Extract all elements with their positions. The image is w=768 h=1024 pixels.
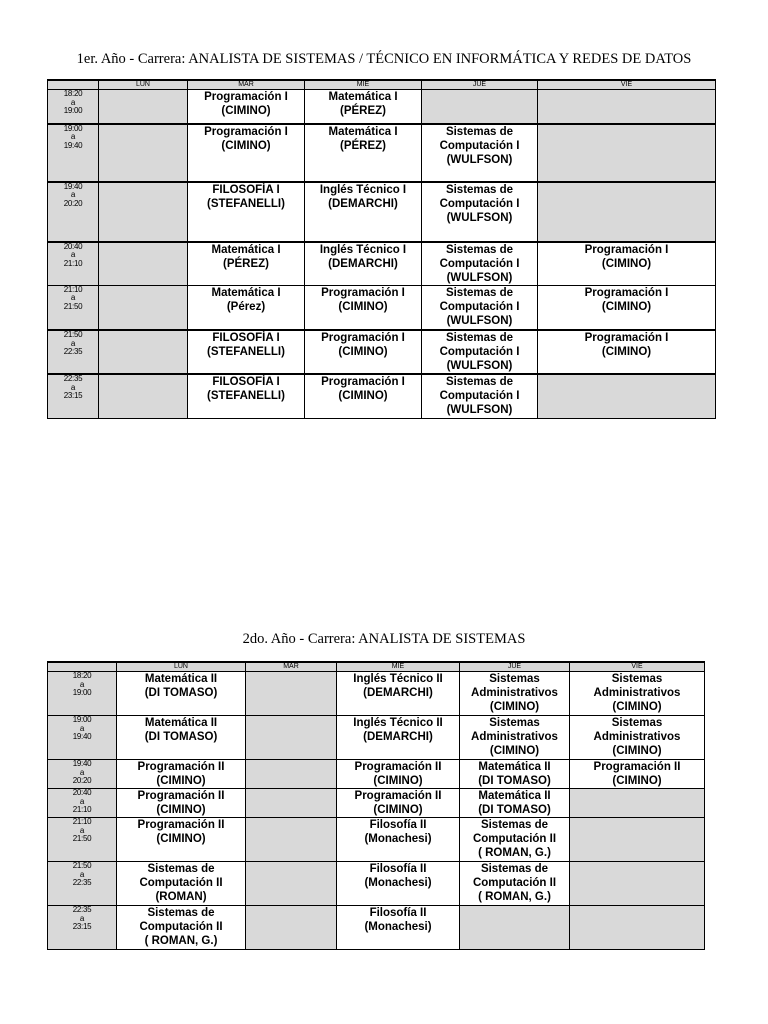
class-text-line: Inglés Técnico II bbox=[353, 717, 443, 729]
class-text-line: (CIMINO) bbox=[489, 745, 540, 757]
empty-slot-cell bbox=[246, 789, 337, 818]
empty-slot-cell bbox=[570, 906, 705, 950]
time-slot-line: 20:40 bbox=[72, 788, 92, 797]
second-year-title: 2do. Año - Carrera: ANALISTA DE SISTEMAS bbox=[242, 631, 526, 647]
time-slot-line: 19:40 bbox=[63, 140, 83, 150]
class-text-line: (CIMINO) bbox=[612, 701, 662, 713]
time-slot-line: 19:00 bbox=[72, 688, 92, 697]
time-slot-line: a bbox=[70, 250, 76, 259]
time-slot-line: 21:50 bbox=[72, 834, 92, 843]
second-year-schedule-table bbox=[47, 661, 705, 950]
class-text-line: Programación I bbox=[204, 91, 288, 103]
class-text-line: (WULFSON) bbox=[446, 360, 513, 372]
class-text-line: (CIMINO) bbox=[221, 105, 271, 117]
time-slot-line: 23:15 bbox=[63, 391, 83, 400]
class-text-line: Programación I bbox=[584, 332, 669, 344]
class-text-line: Matemática I bbox=[328, 125, 398, 138]
time-slot-line: 19:00 bbox=[72, 715, 92, 724]
class-text-line: (CIMINO) bbox=[601, 300, 652, 313]
class-cell bbox=[460, 818, 570, 862]
time-slot-line: a bbox=[70, 293, 76, 302]
schedule-row bbox=[48, 818, 705, 862]
class-text-line: Programación II bbox=[354, 761, 442, 773]
class-cell bbox=[188, 90, 305, 124]
class-text-line: Sistemas de bbox=[445, 286, 514, 299]
class-text-line: ( ROMAN, G.) bbox=[478, 891, 551, 903]
schedule-row bbox=[48, 124, 716, 182]
class-text-line: Filosofía II bbox=[369, 819, 427, 831]
class-text-line: Programación I bbox=[321, 332, 405, 344]
class-cell bbox=[188, 285, 305, 330]
class-text-line: Sistemas bbox=[611, 673, 663, 685]
time-slot-cell bbox=[48, 374, 99, 418]
class-cell bbox=[117, 818, 246, 862]
empty-slot-cell bbox=[538, 182, 716, 242]
time-slot-line: a bbox=[70, 338, 76, 348]
schedule-row bbox=[48, 330, 716, 374]
class-cell bbox=[570, 672, 705, 716]
class-text-line: (DI TOMASO) bbox=[478, 775, 551, 787]
class-text-line: (CIMINO) bbox=[221, 139, 271, 152]
class-text-line: Programación II bbox=[137, 790, 225, 802]
class-text-line: Computación I bbox=[439, 346, 520, 358]
class-cell bbox=[188, 124, 305, 182]
class-cell bbox=[305, 374, 422, 418]
time-slot-cell bbox=[48, 90, 99, 124]
time-slot-line: 22:35 bbox=[72, 905, 92, 914]
time-slot-line: 19:00 bbox=[63, 106, 83, 115]
time-slot-line: 19:40 bbox=[72, 732, 92, 741]
class-text-line: (WULFSON) bbox=[446, 211, 513, 224]
class-text-line: (Monachesi) bbox=[364, 921, 432, 933]
class-cell bbox=[337, 789, 460, 818]
time-slot-line: 21:10 bbox=[63, 258, 83, 268]
header-row bbox=[48, 80, 716, 90]
day-header-lun: LUN bbox=[99, 80, 188, 90]
class-text-line: Matemática I bbox=[328, 91, 398, 103]
class-text-line: Sistemas de bbox=[480, 863, 549, 875]
class-text-line: Computación I bbox=[439, 197, 520, 210]
schedule-row bbox=[48, 242, 716, 286]
empty-slot-cell bbox=[99, 124, 188, 182]
schedule-row bbox=[48, 285, 716, 330]
empty-slot-cell bbox=[99, 90, 188, 124]
time-slot-cell bbox=[48, 906, 117, 950]
class-text-line: Filosofía II bbox=[369, 907, 427, 919]
class-text-line: Matemática II bbox=[144, 717, 218, 729]
class-text-line: Matemática II bbox=[478, 790, 551, 802]
empty-slot-cell bbox=[570, 789, 705, 818]
class-cell bbox=[337, 672, 460, 716]
class-cell bbox=[422, 242, 538, 286]
time-slot-line: 21:50 bbox=[72, 861, 92, 870]
class-text-line: (STEFANELLI) bbox=[207, 346, 285, 358]
class-text-line: Programación II bbox=[137, 761, 225, 773]
empty-slot-cell bbox=[246, 818, 337, 862]
day-header-mar: MAR bbox=[246, 662, 337, 672]
time-slot-line: a bbox=[70, 190, 76, 199]
schedule-row bbox=[48, 672, 705, 716]
class-cell bbox=[460, 789, 570, 818]
class-cell bbox=[460, 862, 570, 906]
empty-slot-cell bbox=[99, 374, 188, 418]
schedule-row bbox=[48, 862, 705, 906]
class-text-line: (Monachesi) bbox=[364, 833, 432, 845]
class-cell bbox=[570, 716, 705, 760]
class-text-line: (DEMARCHI) bbox=[328, 197, 398, 210]
class-text-line: Computación I bbox=[439, 139, 520, 152]
empty-slot-cell bbox=[99, 330, 188, 374]
class-cell bbox=[422, 285, 538, 330]
day-header-mar: MAR bbox=[188, 80, 305, 90]
time-slot-line: 22:35 bbox=[63, 347, 83, 356]
class-cell bbox=[337, 818, 460, 862]
schedule-row bbox=[48, 760, 705, 789]
class-text-line: (WULFSON) bbox=[446, 404, 513, 416]
day-header-mie: MIE bbox=[305, 80, 422, 90]
class-cell bbox=[460, 760, 570, 789]
class-text-line: (Pérez) bbox=[226, 300, 266, 313]
class-text-line: Inglés Técnico II bbox=[353, 673, 443, 685]
class-text-line: Filosofía II bbox=[369, 863, 427, 875]
class-text-line: Administrativos bbox=[471, 687, 558, 699]
class-text-line: Computación II bbox=[472, 833, 557, 845]
class-cell bbox=[117, 760, 246, 789]
class-text-line: Sistemas de bbox=[147, 907, 215, 919]
empty-slot-cell bbox=[99, 182, 188, 242]
class-cell bbox=[422, 330, 538, 374]
empty-slot-cell bbox=[538, 124, 716, 182]
class-text-line: Sistemas bbox=[489, 673, 540, 685]
class-text-line: (CIMINO) bbox=[601, 257, 652, 270]
time-slot-cell bbox=[48, 285, 99, 330]
time-slot-line: a bbox=[70, 97, 76, 107]
class-text-line: Matemática II bbox=[144, 673, 218, 685]
class-text-line: (Monachesi) bbox=[364, 877, 432, 889]
time-slot-cell bbox=[48, 716, 117, 760]
time-slot-line: 20:40 bbox=[63, 241, 83, 251]
empty-slot-cell bbox=[99, 242, 188, 286]
time-slot-line: a bbox=[79, 825, 85, 835]
class-text-line: Administrativos bbox=[471, 731, 558, 743]
class-text-line: (DEMARCHI) bbox=[328, 257, 398, 270]
class-text-line: Sistemas de bbox=[445, 125, 514, 138]
first-year-title: 1er. Año - Carrera: ANALISTA DE SISTEMAS / TÉCNICO EN INFORMÁTICA Y REDES DE DATOS bbox=[76, 51, 692, 67]
time-slot-line: a bbox=[79, 796, 85, 806]
time-slot-line: 20:20 bbox=[63, 198, 83, 208]
time-slot-line: 22:35 bbox=[63, 374, 83, 383]
class-cell bbox=[305, 124, 422, 182]
class-text-line: Sistemas bbox=[611, 717, 663, 729]
class-text-line: ( ROMAN, G.) bbox=[144, 935, 218, 947]
class-cell bbox=[422, 374, 538, 418]
empty-slot-cell bbox=[460, 906, 570, 950]
class-text-line: (CIMINO) bbox=[373, 804, 423, 816]
time-slot-line: 23:15 bbox=[72, 922, 92, 931]
class-text-line: Programación I bbox=[584, 243, 669, 256]
class-cell bbox=[188, 182, 305, 242]
time-slot-line: 22:35 bbox=[72, 878, 92, 887]
time-slot-line: 21:50 bbox=[63, 301, 83, 311]
class-text-line: (PÉREZ) bbox=[340, 139, 386, 152]
class-text-line: Sistemas de bbox=[445, 243, 514, 256]
class-cell bbox=[117, 862, 246, 906]
day-header-mie: MIE bbox=[337, 662, 460, 672]
class-text-line: (STEFANELLI) bbox=[207, 197, 285, 210]
day-header-vie: VIE bbox=[570, 662, 705, 672]
time-slot-line: 21:10 bbox=[72, 805, 92, 814]
schedule-row bbox=[48, 789, 705, 818]
class-cell bbox=[117, 906, 246, 950]
class-text-line: Sistemas de bbox=[445, 332, 514, 344]
class-text-line: (WULFSON) bbox=[446, 153, 513, 166]
class-cell bbox=[422, 124, 538, 182]
class-cell bbox=[117, 789, 246, 818]
class-text-line: Administrativos bbox=[593, 731, 681, 743]
schedule-row bbox=[48, 374, 716, 418]
class-text-line: Computación II bbox=[139, 921, 223, 933]
class-cell bbox=[337, 716, 460, 760]
class-cell bbox=[422, 182, 538, 242]
class-text-line: Computación I bbox=[439, 300, 520, 313]
class-cell bbox=[460, 716, 570, 760]
class-text-line: (CIMINO) bbox=[338, 346, 388, 358]
class-text-line: Sistemas de bbox=[147, 863, 215, 875]
class-cell bbox=[337, 906, 460, 950]
empty-slot-cell bbox=[99, 285, 188, 330]
class-text-line: Sistemas de bbox=[445, 183, 514, 196]
time-slot-line: 19:40 bbox=[72, 759, 92, 768]
class-text-line: Computación I bbox=[439, 390, 520, 402]
class-cell bbox=[538, 285, 716, 330]
class-text-line: Computación I bbox=[439, 257, 520, 270]
class-text-line: (DI TOMASO) bbox=[144, 687, 218, 699]
class-cell bbox=[460, 672, 570, 716]
class-text-line: Sistemas de bbox=[480, 819, 549, 831]
class-text-line: (DEMARCHI) bbox=[363, 687, 433, 699]
time-slot-line: a bbox=[79, 869, 85, 879]
class-text-line: FILOSOFÍA I bbox=[212, 332, 280, 344]
class-cell bbox=[305, 182, 422, 242]
time-slot-line: 18:20 bbox=[63, 89, 83, 98]
class-cell bbox=[305, 90, 422, 124]
class-text-line: Programación II bbox=[137, 819, 225, 831]
class-text-line: (DI TOMASO) bbox=[478, 804, 551, 816]
class-text-line: Sistemas de bbox=[445, 376, 514, 388]
class-text-line: (CIMINO) bbox=[601, 346, 652, 358]
class-text-line: Computación II bbox=[139, 877, 223, 889]
corner-header-cell bbox=[48, 80, 99, 90]
class-cell bbox=[188, 330, 305, 374]
time-slot-line: a bbox=[79, 767, 85, 777]
class-text-line: Computación II bbox=[472, 877, 557, 889]
empty-slot-cell bbox=[246, 906, 337, 950]
empty-slot-cell bbox=[538, 90, 716, 124]
class-text-line: Sistemas bbox=[489, 717, 540, 729]
time-slot-line: 21:10 bbox=[72, 817, 92, 826]
class-text-line: Administrativos bbox=[593, 687, 681, 699]
class-text-line: (CIMINO) bbox=[373, 775, 423, 787]
class-text-line: FILOSOFÍA I bbox=[212, 183, 280, 196]
time-slot-cell bbox=[48, 789, 117, 818]
class-text-line: (DI TOMASO) bbox=[144, 731, 218, 743]
schedule-row bbox=[48, 182, 716, 242]
class-cell bbox=[538, 330, 716, 374]
time-slot-line: 21:50 bbox=[63, 330, 83, 339]
class-cell bbox=[117, 672, 246, 716]
class-cell bbox=[305, 285, 422, 330]
class-cell bbox=[337, 760, 460, 789]
class-text-line: (CIMINO) bbox=[612, 745, 662, 757]
first-year-schedule-table bbox=[47, 79, 716, 419]
time-slot-line: a bbox=[79, 913, 85, 923]
time-slot-cell bbox=[48, 242, 99, 286]
header-row bbox=[48, 662, 705, 672]
time-slot-cell bbox=[48, 124, 99, 182]
empty-slot-cell bbox=[570, 862, 705, 906]
class-cell bbox=[538, 242, 716, 286]
day-header-vie: VIE bbox=[538, 80, 716, 90]
class-text-line: Inglés Técnico I bbox=[319, 243, 407, 256]
class-text-line: (STEFANELLI) bbox=[207, 390, 285, 402]
day-header-jue: JUE bbox=[422, 80, 538, 90]
class-text-line: FILOSOFÍA I bbox=[212, 376, 280, 388]
class-text-line: Inglés Técnico I bbox=[319, 183, 407, 196]
empty-slot-cell bbox=[246, 760, 337, 789]
day-header-lun: LUN bbox=[117, 662, 246, 672]
class-text-line: (DEMARCHI) bbox=[363, 731, 433, 743]
empty-slot-cell bbox=[570, 818, 705, 862]
class-text-line: (CIMINO) bbox=[489, 701, 540, 713]
time-slot-cell bbox=[48, 760, 117, 789]
empty-slot-cell bbox=[246, 672, 337, 716]
schedule-row bbox=[48, 906, 705, 950]
class-text-line: Programación I bbox=[321, 286, 405, 299]
time-slot-cell bbox=[48, 330, 99, 374]
class-text-line: Matemática I bbox=[211, 243, 281, 256]
empty-slot-cell bbox=[422, 90, 538, 124]
class-text-line: (CIMINO) bbox=[156, 804, 206, 816]
class-text-line: (CIMINO) bbox=[612, 775, 662, 787]
time-slot-line: 18:20 bbox=[72, 671, 92, 680]
class-text-line: (CIMINO) bbox=[156, 833, 206, 845]
time-slot-cell bbox=[48, 182, 99, 242]
class-cell bbox=[305, 242, 422, 286]
class-text-line: (PÉREZ) bbox=[340, 105, 386, 117]
time-slot-cell bbox=[48, 818, 117, 862]
class-text-line: ( ROMAN, G.) bbox=[478, 847, 551, 859]
class-text-line: (WULFSON) bbox=[446, 271, 513, 284]
class-text-line: (CIMINO) bbox=[156, 775, 206, 787]
time-slot-line: 20:20 bbox=[72, 776, 92, 785]
time-slot-cell bbox=[48, 672, 117, 716]
time-slot-line: 19:40 bbox=[63, 181, 83, 191]
time-slot-line: a bbox=[79, 723, 85, 733]
class-cell bbox=[337, 862, 460, 906]
class-cell bbox=[188, 242, 305, 286]
class-cell bbox=[570, 760, 705, 789]
class-text-line: Programación I bbox=[321, 376, 405, 388]
class-text-line: Matemática I bbox=[211, 286, 281, 299]
class-text-line: (CIMINO) bbox=[338, 300, 388, 313]
class-cell bbox=[305, 330, 422, 374]
empty-slot-cell bbox=[538, 374, 716, 418]
time-slot-line: a bbox=[70, 382, 76, 392]
class-text-line: (WULFSON) bbox=[446, 314, 513, 327]
class-text-line: (ROMAN) bbox=[155, 891, 207, 903]
class-text-line: (PÉREZ) bbox=[223, 257, 269, 270]
empty-slot-cell bbox=[246, 862, 337, 906]
corner-header-cell bbox=[48, 662, 117, 672]
time-slot-line: 21:10 bbox=[63, 285, 83, 294]
class-cell bbox=[188, 374, 305, 418]
schedule-row bbox=[48, 90, 716, 124]
schedule-row bbox=[48, 716, 705, 760]
time-slot-line: a bbox=[70, 132, 76, 141]
class-text-line: (CIMINO) bbox=[338, 390, 388, 402]
class-text-line: Programación II bbox=[593, 761, 681, 773]
class-text-line: Programación II bbox=[354, 790, 442, 802]
class-cell bbox=[117, 716, 246, 760]
empty-slot-cell bbox=[246, 716, 337, 760]
time-slot-cell bbox=[48, 862, 117, 906]
class-text-line: Matemática II bbox=[478, 761, 551, 773]
time-slot-line: 19:00 bbox=[63, 123, 83, 133]
time-slot-line: a bbox=[79, 679, 85, 689]
class-text-line: Programación I bbox=[204, 125, 288, 138]
day-header-jue: JUE bbox=[460, 662, 570, 672]
class-text-line: Programación I bbox=[584, 286, 669, 299]
